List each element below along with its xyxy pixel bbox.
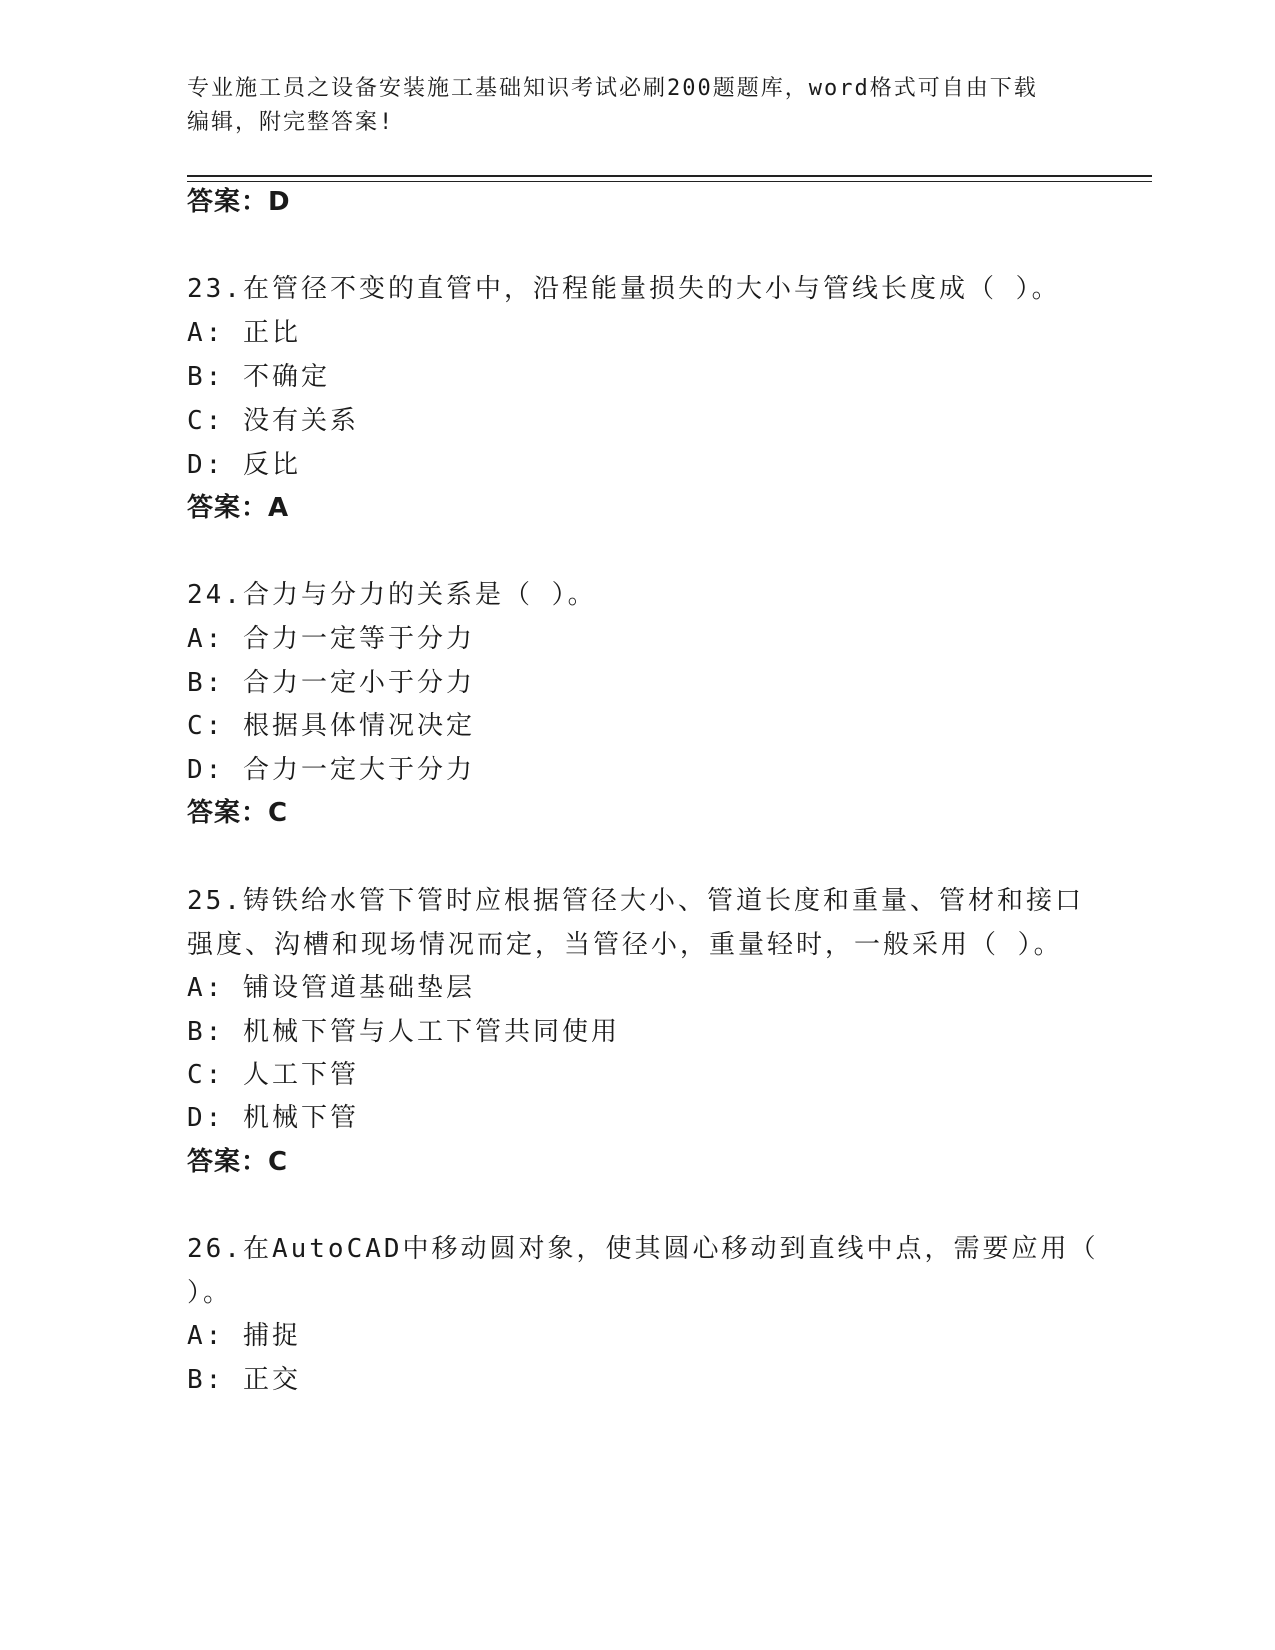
question-26-option-a: A: 捕捉 <box>187 1321 301 1351</box>
header-divider-thin <box>187 181 1152 182</box>
previous-answer: 答案：D <box>187 187 291 217</box>
question-23-stem: 23.在管径不变的直管中，沿程能量损失的大小与管线长度成（ ）。 <box>187 274 1061 304</box>
question-24-option-c: C: 根据具体情况决定 <box>187 711 475 741</box>
question-26-stem-line-1: 26.在AutoCAD中移动圆对象，使其圆心移动到直线中点，需要应用（ <box>187 1234 1099 1264</box>
header-line-2: 编辑，附完整答案! <box>187 110 395 135</box>
document-header <box>187 72 1067 140</box>
question-23-answer: 答案：A <box>187 493 290 523</box>
question-25-option-c: C: 人工下管 <box>187 1060 359 1090</box>
question-23-option-a: A: 正比 <box>187 318 301 348</box>
question-23-option-d: D: 反比 <box>187 450 301 480</box>
question-24-stem: 24.合力与分力的关系是（ ）。 <box>187 580 597 610</box>
question-24-option-d: D: 合力一定大于分力 <box>187 755 475 785</box>
question-26-stem-line-2: ）。 <box>187 1278 233 1308</box>
question-24-option-b: B: 合力一定小于分力 <box>187 668 475 698</box>
question-25-option-d: D: 机械下管 <box>187 1103 359 1133</box>
question-25-option-b: B: 机械下管与人工下管共同使用 <box>187 1017 620 1047</box>
question-24-answer: 答案：C <box>187 798 289 828</box>
question-24-option-a: A: 合力一定等于分力 <box>187 624 475 654</box>
question-25-stem-line-2: 强度、沟槽和现场情况而定，当管径小，重量轻时，一般采用（ ）。 <box>187 930 1063 960</box>
question-25-stem-line-1: 25.铸铁给水管下管时应根据管径大小、管道长度和重量、管材和接口 <box>187 886 1084 916</box>
header-line-1: 专业施工员之设备安装施工基础知识考试必刷200题题库，word格式可自由下载 <box>187 76 1038 101</box>
question-25-option-a: A: 铺设管道基础垫层 <box>187 973 475 1003</box>
question-26-option-b: B: 正交 <box>187 1365 301 1395</box>
question-23-option-c: C: 没有关系 <box>187 406 359 436</box>
question-23-option-b: B: 不确定 <box>187 362 330 392</box>
question-25-answer: 答案：C <box>187 1147 289 1177</box>
header-divider-thick <box>187 175 1152 177</box>
